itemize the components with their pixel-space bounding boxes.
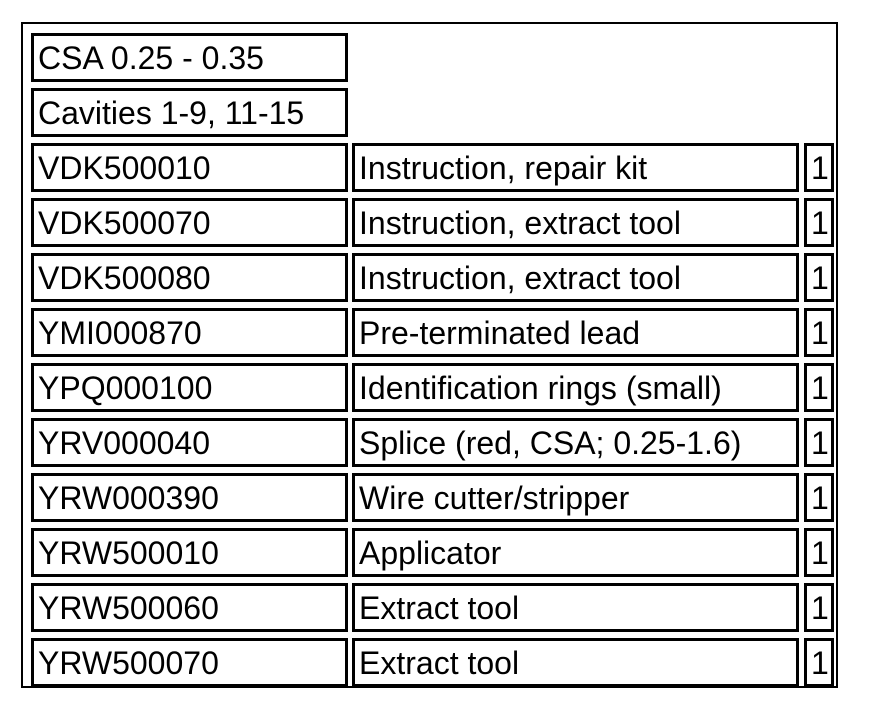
description-cell-text: Extract tool xyxy=(359,644,520,681)
parts-table xyxy=(21,22,838,688)
part-number-cell xyxy=(31,528,348,577)
header-cell xyxy=(31,88,348,137)
quantity-cell-text: 1 xyxy=(811,204,829,241)
description-cell-text: Instruction, extract tool xyxy=(359,204,681,241)
header-cell-text: Cavities 1-9, 11-15 xyxy=(38,94,305,131)
part-number-cell-text: VDK500010 xyxy=(38,149,211,186)
part-number-cell-text: VDK500080 xyxy=(38,259,211,296)
description-cell-text: Instruction, repair kit xyxy=(359,149,648,186)
part-number-cell-text: YMI000870 xyxy=(38,314,202,351)
part-number-cell xyxy=(31,308,348,357)
part-number-cell-text: YRV000040 xyxy=(38,424,210,461)
description-cell-text: Applicator xyxy=(359,534,502,571)
quantity-cell-text: 1 xyxy=(811,644,829,681)
description-cell xyxy=(352,198,799,247)
description-cell xyxy=(352,473,799,522)
part-number-cell xyxy=(31,143,348,192)
part-number-cell-text: YRW500010 xyxy=(38,534,219,571)
part-number-cell-text: YRW500060 xyxy=(38,589,219,626)
description-cell-text: Splice (red, CSA; 0.25-1.6) xyxy=(359,424,742,461)
part-number-cell xyxy=(31,473,348,522)
description-cell-text: Wire cutter/stripper xyxy=(359,479,630,516)
description-cell xyxy=(352,638,799,687)
part-number-cell-text: VDK500070 xyxy=(38,204,211,241)
quantity-cell xyxy=(804,528,834,577)
part-number-cell xyxy=(31,638,348,687)
part-number-cell-text: YPQ000100 xyxy=(38,369,213,406)
quantity-cell-text: 1 xyxy=(811,424,829,461)
quantity-cell-text: 1 xyxy=(811,534,829,571)
description-cell-text: Extract tool xyxy=(359,589,520,626)
description-cell-text: Instruction, extract tool xyxy=(359,259,681,296)
quantity-cell xyxy=(804,583,834,632)
quantity-cell-text: 1 xyxy=(811,259,829,296)
part-number-cell xyxy=(31,418,348,467)
quantity-cell-text: 1 xyxy=(811,369,829,406)
part-number-cell xyxy=(31,363,348,412)
description-cell xyxy=(352,528,799,577)
quantity-cell-text: 1 xyxy=(811,589,829,626)
part-number-cell-text: YRW000390 xyxy=(38,479,219,516)
quantity-cell xyxy=(804,253,834,302)
description-cell xyxy=(352,143,799,192)
quantity-cell xyxy=(804,473,834,522)
description-cell xyxy=(352,418,799,467)
header-cell xyxy=(31,33,348,82)
part-number-cell-text: YRW500070 xyxy=(38,644,219,681)
description-cell xyxy=(352,583,799,632)
quantity-cell xyxy=(804,418,834,467)
quantity-cell xyxy=(804,363,834,412)
quantity-cell-text: 1 xyxy=(811,149,829,186)
description-cell-text: Pre-terminated lead xyxy=(359,314,641,351)
description-cell xyxy=(352,253,799,302)
quantity-cell xyxy=(804,143,834,192)
part-number-cell xyxy=(31,583,348,632)
part-number-cell xyxy=(31,198,348,247)
description-cell-text: Identification rings (small) xyxy=(359,369,722,406)
description-cell xyxy=(352,363,799,412)
quantity-cell xyxy=(804,308,834,357)
description-cell xyxy=(352,308,799,357)
quantity-cell-text: 1 xyxy=(811,479,829,516)
part-number-cell xyxy=(31,253,348,302)
header-cell-text: CSA 0.25 - 0.35 xyxy=(38,39,264,76)
quantity-cell xyxy=(804,638,834,687)
quantity-cell xyxy=(804,198,834,247)
quantity-cell-text: 1 xyxy=(811,314,829,351)
